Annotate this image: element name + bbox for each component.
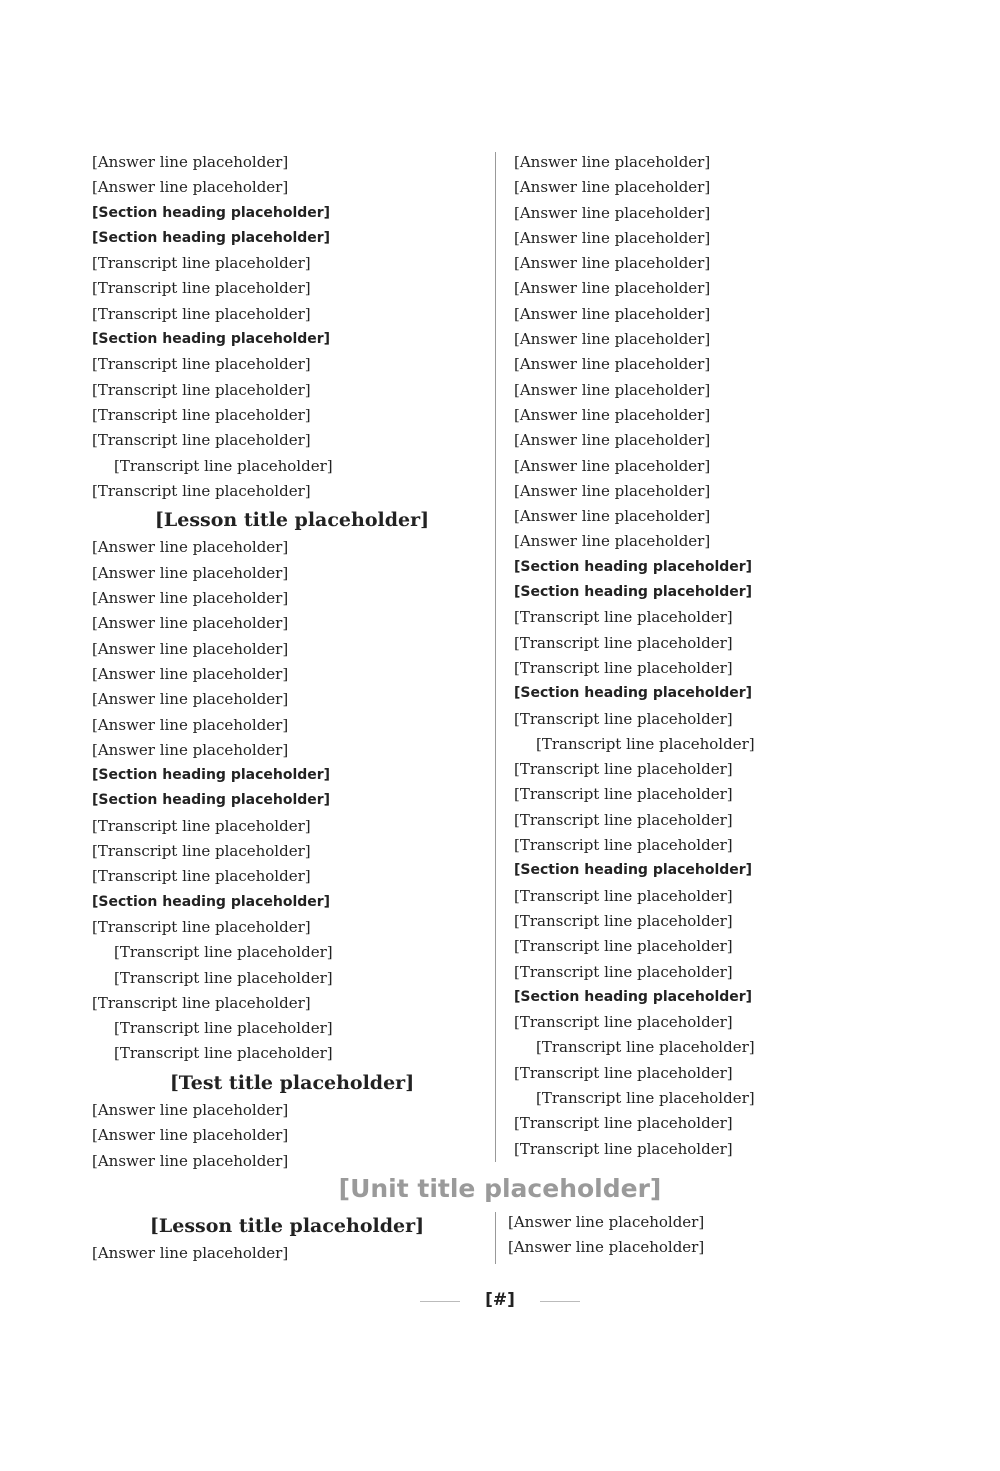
text-line: [Answer line placeholder]	[92, 715, 289, 734]
text-line: [Transcript line placeholder]	[514, 709, 733, 728]
text-line: [Transcript line placeholder]	[92, 304, 311, 323]
text-line: [Transcript line placeholder]	[92, 842, 311, 861]
right-column	[514, 150, 914, 1162]
text-line: [Transcript line placeholder]	[536, 1088, 755, 1107]
text-line: [Transcript line placeholder]	[514, 1013, 733, 1032]
column-divider	[495, 152, 496, 1162]
text-line: [Transcript line placeholder]	[514, 1114, 733, 1133]
text-line: [Transcript line placeholder]	[514, 1063, 733, 1082]
text-line: [Section heading placeholder]	[92, 767, 331, 784]
bottom-column-divider	[495, 1212, 496, 1264]
text-line: [Transcript line placeholder]	[92, 816, 311, 835]
text-line: [Answer line placeholder]	[514, 431, 711, 450]
text-line: [Answer line placeholder]	[514, 153, 711, 171]
text-line: [Transcript line placeholder]	[514, 886, 733, 905]
text-line: [Answer line placeholder]	[514, 481, 711, 500]
text-line: [Answer line placeholder]	[508, 1213, 705, 1231]
text-line: [Answer line placeholder]	[92, 1126, 289, 1145]
text-line: [Section heading placeholder]	[92, 204, 331, 221]
text-line: [Transcript line placeholder]	[514, 658, 733, 677]
text-line: [Transcript line placeholder]	[92, 380, 311, 399]
text-line: [Transcript line placeholder]	[92, 254, 311, 273]
text-line: [Answer line placeholder]	[92, 690, 289, 709]
text-line: [Section heading placeholder]	[514, 685, 753, 702]
text-line: [Answer line placeholder]	[514, 405, 711, 424]
text-line: [Answer line placeholder]	[92, 563, 289, 582]
text-line: [Answer line placeholder]	[92, 538, 289, 557]
text-line: [Answer line placeholder]	[514, 178, 711, 197]
text-line: [Transcript line placeholder]	[536, 734, 755, 753]
text-line: [Answer line placeholder]	[514, 380, 711, 399]
text-line: [Transcript line placeholder]	[514, 911, 733, 930]
unit-title: [Unit title placeholder]	[338, 1174, 662, 1203]
text-line: [Answer line placeholder]	[92, 178, 289, 197]
text-line: [Transcript line placeholder]	[92, 867, 311, 886]
section-title: [Lesson title placeholder]	[154, 509, 430, 532]
text-line: [Transcript line placeholder]	[514, 810, 733, 829]
page-number: [#]	[485, 1290, 515, 1310]
section-title: [Test title placeholder]	[169, 1071, 415, 1094]
text-line: [Transcript line placeholder]	[114, 456, 333, 475]
text-line: [Transcript line placeholder]	[514, 608, 733, 627]
text-line: [Answer line placeholder]	[92, 1100, 289, 1119]
left-column	[92, 150, 492, 1174]
text-line: [Transcript line placeholder]	[514, 962, 733, 981]
text-line: [Transcript line placeholder]	[92, 917, 311, 936]
text-line: [Answer line placeholder]	[514, 507, 711, 526]
text-line: [Transcript line placeholder]	[92, 481, 311, 500]
text-line: [Transcript line placeholder]	[514, 760, 733, 779]
text-line: [Answer line placeholder]	[514, 228, 711, 247]
text-line: [Transcript line placeholder]	[114, 1019, 333, 1038]
text-line: [Answer line placeholder]	[514, 279, 711, 298]
text-line: [Answer line placeholder]	[514, 304, 711, 323]
text-line: [Transcript line placeholder]	[92, 405, 311, 424]
text-line: [Transcript line placeholder]	[92, 431, 311, 450]
text-line: [Section heading placeholder]	[514, 584, 753, 601]
text-line: [Answer line placeholder]	[514, 532, 711, 551]
text-line: [Transcript line placeholder]	[514, 836, 733, 855]
text-line: [Transcript line placeholder]	[114, 968, 333, 987]
text-line: [Answer line placeholder]	[92, 664, 289, 683]
text-line: [Answer line placeholder]	[514, 355, 711, 374]
text-line: [Answer line placeholder]	[92, 614, 289, 633]
text-line: [Section heading placeholder]	[92, 229, 331, 246]
text-line: [Answer line placeholder]	[92, 153, 289, 171]
text-line: [Section heading placeholder]	[92, 331, 331, 348]
text-line: [Transcript line placeholder]	[536, 1038, 755, 1057]
text-line: [Section heading placeholder]	[514, 558, 753, 575]
text-line: [Transcript line placeholder]	[92, 355, 311, 374]
text-line: [Section heading placeholder]	[514, 862, 753, 879]
text-line: [Transcript line placeholder]	[114, 1044, 333, 1063]
page-number-rule-right	[540, 1301, 580, 1302]
text-line: [Transcript line placeholder]	[514, 1139, 733, 1158]
text-line: [Transcript line placeholder]	[92, 993, 311, 1012]
text-line: [Answer line placeholder]	[514, 203, 711, 222]
text-line: [Answer line placeholder]	[92, 1151, 289, 1170]
text-line: [Transcript line placeholder]	[114, 943, 333, 962]
text-line: [Answer line placeholder]	[92, 639, 289, 658]
text-line: [Section heading placeholder]	[514, 988, 753, 1005]
bottom-left-block	[92, 1210, 482, 1267]
text-line: [Transcript line placeholder]	[514, 937, 733, 956]
text-line: [Answer line placeholder]	[92, 589, 289, 608]
text-line: [Answer line placeholder]	[508, 1238, 705, 1257]
text-line: [Answer line placeholder]	[514, 254, 711, 273]
text-line: [Answer line placeholder]	[92, 1244, 289, 1263]
text-line: [Transcript line placeholder]	[514, 785, 733, 804]
text-line: [Answer line placeholder]	[514, 330, 711, 349]
text-line: [Section heading placeholder]	[92, 893, 331, 910]
section-title: [Lesson title placeholder]	[149, 1215, 425, 1237]
text-line: [Transcript line placeholder]	[92, 279, 311, 298]
text-line: [Answer line placeholder]	[514, 456, 711, 475]
text-line: [Section heading placeholder]	[92, 792, 331, 809]
text-line: [Answer line placeholder]	[92, 740, 289, 759]
bottom-right-block	[508, 1210, 908, 1261]
text-line: [Transcript line placeholder]	[514, 633, 733, 652]
